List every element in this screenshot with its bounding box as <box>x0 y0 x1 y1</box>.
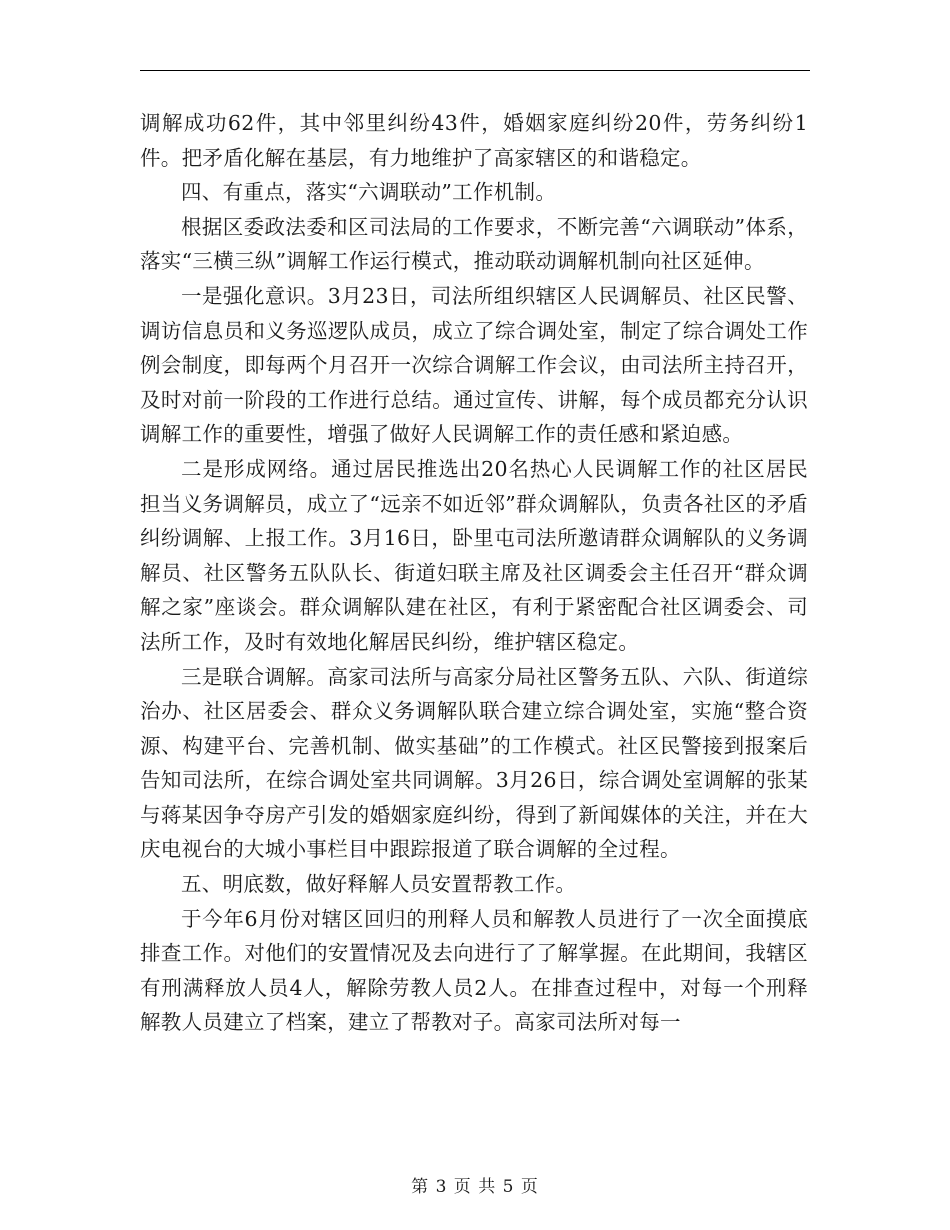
paragraph-8: 于今年6月份对辖区回归的刑释人员和解教人员进行了一次全面摸底排查工作。对他们的安置情况及去向进行了了解掌握。在此期间，我辖区有刑满释放人员4人，解除劳教人员2人。在排查过程中，对每一个刑释解教人员建立了档案，建立了帮教对子。高家司法所对每一 <box>140 906 808 1035</box>
paragraph-1: 调解成功62件，其中邻里纠纷43件，婚姻家庭纠纷20件，劳务纠纷1件。把矛盾化解在基层，有力地维护了高家辖区的和谐稳定。 <box>140 111 808 170</box>
paragraph-6: 三是联合调解。高家司法所与高家分局社区警务五队、六队、街道综治办、社区居委会、群众义务调解队联合建立综合调处室，实施“整合资源、构建平台、完善机制、做实基础”的工作模式。社区民警接到报案后告知司法所，在综合调处室共同调解。3月26日，综合调处室调解的张某与蒋某因争夺房产引发的婚姻家庭纠纷，得到了新闻媒体的关注，并在大庆电视台的大城小事栏目中跟踪报道了联合调解的全过程。 <box>140 664 808 862</box>
paragraph-3: 根据区委政法委和区司法局的工作要求，不断完善“六调联动”体系，落实“三横三纵”调解工作运行模式，推动联动调解机制向社区延伸。 <box>140 214 808 274</box>
paragraph-4: 一是强化意识。3月23日，司法所组织辖区人民调解员、社区民警、调访信息员和义务巡逻队成员，成立了综合调处室，制定了综合调处工作例会制度，即每两个月召开一次综合调解工作会议，由司法所主持召开，及时对前一阶段的工作进行总结。通过宣传、讲解，每个成员都充分认识调解工作的重要性，增强了做好人民调解工作的责任感和紧迫感。 <box>140 283 808 447</box>
header-rule <box>140 70 810 71</box>
section-heading-5: 五、明底数，做好释解人员安置帮教工作。 <box>181 872 577 897</box>
page-number: 第 3 页 共 5 页 <box>411 1177 539 1197</box>
section-heading-4: 四、有重点，落实“六调联动”工作机制。 <box>181 180 557 205</box>
document-body <box>140 106 808 1040</box>
paragraph-5: 二是形成网络。通过居民推选出20名热心人民调解工作的社区居民担当义务调解员，成立了“远亲不如近邻”群众调解队，负责各社区的矛盾纠纷调解、上报工作。3月16日，卧里屯司法所邀请群众调解队的义务调解员、社区警务五队队长、街道妇联主席及社区调委会主任召开“群众调解之家”座谈会。群众调解队建在社区，有利于紧密配合社区调委会、司法所工作，及时有效地化解居民纠纷，维护辖区稳定。 <box>140 456 808 654</box>
